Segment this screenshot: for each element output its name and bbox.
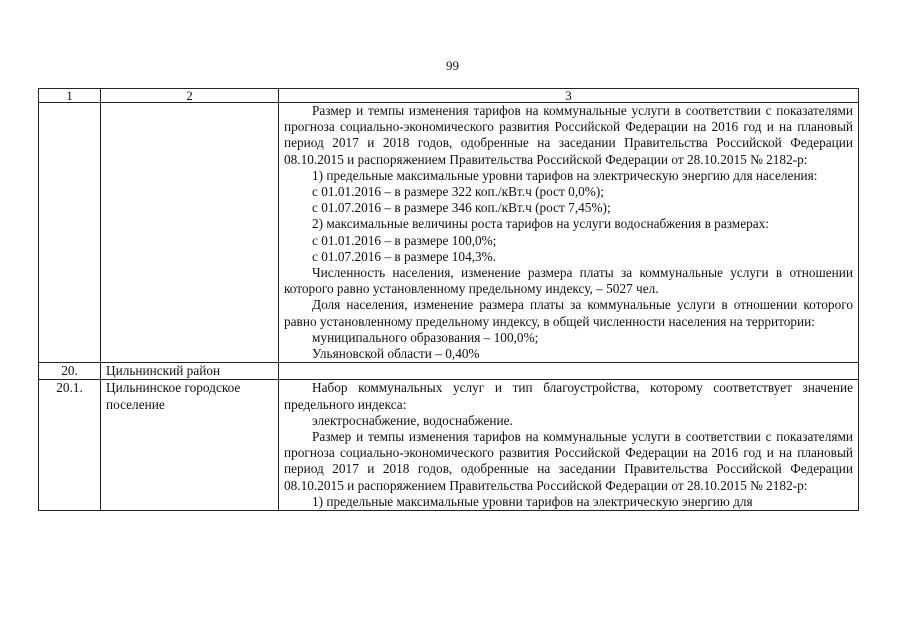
table-row bbox=[39, 103, 859, 363]
electricity-paragraph: 1) предельные максимальные уровни тарифов на электрическую энергию для bbox=[312, 493, 753, 509]
row-number-cell: 20.1. bbox=[39, 380, 101, 511]
regional-share: Ульяновской области – 0,40% bbox=[312, 346, 480, 362]
water-rate-2: с 01.07.2016 – в размере 104,3%. bbox=[312, 248, 497, 264]
table-row bbox=[39, 363, 859, 380]
water-paragraph: 2) максимальные величины роста тарифов на услуги водоснабжения в размерах: bbox=[312, 216, 769, 232]
tariff-table bbox=[38, 88, 859, 511]
population-paragraph: Численность населения, изменение размера платы за коммунальные услуги в отношении которого равно установленному предельному индексу, – 5027 чел. bbox=[284, 265, 853, 297]
table-row bbox=[39, 380, 859, 511]
header-col-3: 3 bbox=[279, 89, 859, 103]
electricity-paragraph: 1) предельные максимальные уровни тарифов на электрическую энергию для населения: bbox=[312, 167, 818, 183]
header-col-1: 1 bbox=[39, 89, 101, 103]
services-paragraph: Набор коммунальных услуг и тип благоустройства, которому соответствует значение предельного индекса: bbox=[284, 380, 853, 412]
water-rate-1: с 01.01.2016 – в размере 100,0%; bbox=[312, 232, 497, 248]
services-list: электроснабжение, водоснабжение. bbox=[312, 412, 513, 428]
electricity-rate-1: с 01.01.2016 – в размере 322 коп./кВт.ч (рост 0,0%); bbox=[312, 184, 604, 200]
header-col-2: 2 bbox=[101, 89, 279, 103]
row-number-cell bbox=[39, 103, 101, 363]
population-share-paragraph: Доля населения, изменение размера платы за коммунальные услуги в отношении которого равно установленному предельному индексу, в общей численности населения на территории: bbox=[284, 297, 853, 329]
row-name-cell bbox=[101, 103, 279, 363]
row-content-cell bbox=[279, 380, 859, 511]
electricity-rate-2: с 01.07.2016 – в размере 346 коп./кВт.ч (рост 7,45%); bbox=[312, 200, 611, 216]
municipal-share: муниципального образования – 100,0%; bbox=[312, 329, 539, 345]
row-name-cell: Цильнинский район bbox=[101, 363, 279, 380]
row-content-cell bbox=[279, 103, 859, 363]
tariff-paragraph: Размер и темпы изменения тарифов на коммунальные услуги в соответствии с показателями прогноза социально-экономического развития Российской Федерации на 2016 год и на плановый период 2017 и 2018 годов, одобренные на заседании Правительства Российской Федерации 08.10.2015 и распоряжением Правительства Российской Федерации от 28.10.2015 № 2182-р: bbox=[284, 429, 853, 493]
row-number-cell: 20. bbox=[39, 363, 101, 380]
tariff-paragraph: Размер и темпы изменения тарифов на коммунальные услуги в соответствии с показателями прогноза социально-экономического развития Российской Федерации на 2016 год и на плановый период 2017 и 2018 годов, одобренные на заседании Правительства Российской Федерации 08.10.2015 и распоряжением Правительства Российской Федерации от 28.10.2015 № 2182-р: bbox=[284, 103, 853, 167]
table-header-row bbox=[39, 89, 859, 103]
page-number: 99 bbox=[446, 58, 459, 73]
row-content-cell bbox=[279, 363, 859, 380]
row-name-cell: Цильнинское городское поселение bbox=[101, 380, 279, 511]
